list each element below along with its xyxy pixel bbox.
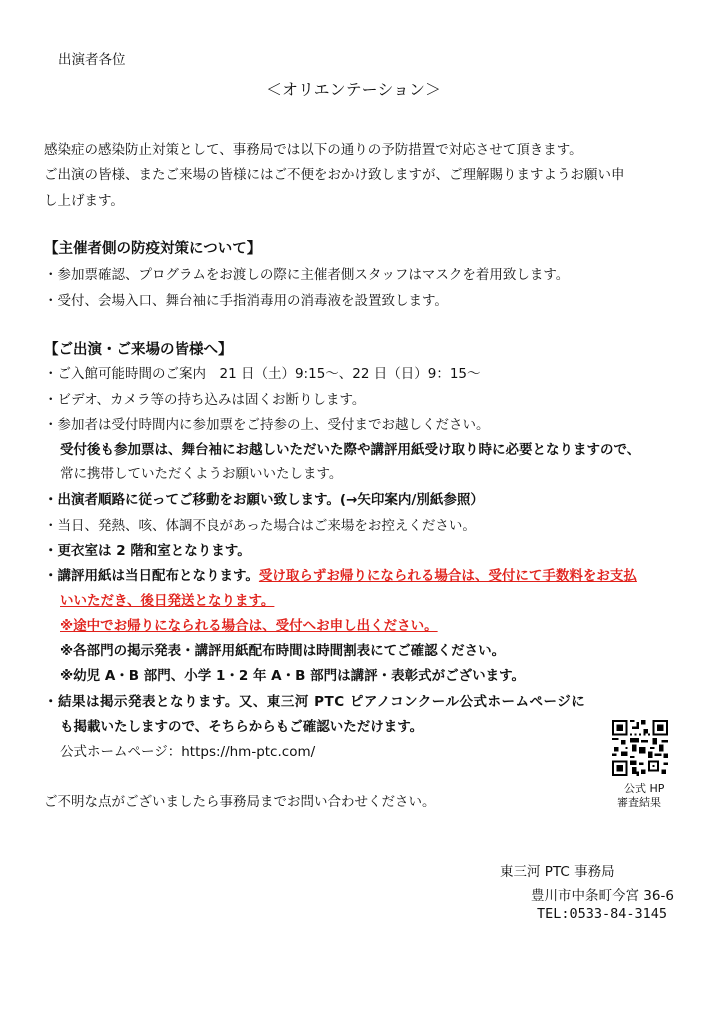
review-sheet-warning: 受け取らずお帰りになられる場合は、受付にて手数料をお支払 <box>258 568 637 584</box>
participants-heading: 【ご出演・ご来場の皆様へ】 <box>44 342 233 358</box>
addressee: 出演者各位 <box>58 52 126 68</box>
intro-line-3: し上げます。 <box>44 193 124 209</box>
ticket-note-line-2: 常に携帯していただくようお願いいたします。 <box>60 466 343 482</box>
entry-time-line: ・ご入館可能時間のご案内 21 日（土）9:15～、22 日（日）9：15～ <box>44 366 481 382</box>
qr-caption-2: 審査結果 <box>617 796 661 809</box>
organizer-item-1: ・参加票確認、プログラムをお渡しの際に主催者側スタッフはマスクを着用致します。 <box>44 267 570 283</box>
qr-caption-1: 公式 HP <box>624 782 665 795</box>
review-sheet-text: ・講評用紙は当日配布となります。 <box>44 568 259 584</box>
early-leave-warning: ※途中でお帰りになられる場合は、受付へお申し出ください。 <box>60 618 438 634</box>
intro-line-1: 感染症の感染防止対策として、事務局では以下の通りの予防措置で対応させて頂きます。 <box>44 142 583 158</box>
organizer-item-2: ・受付、会場入口、舞台袖に手指消毒用の消毒液を設置致します。 <box>44 293 448 309</box>
results-line-2: も掲載いたしますので、そちらからもご確認いただけます。 <box>60 719 424 735</box>
qr-code-icon[interactable] <box>612 720 668 776</box>
organizer-heading: 【主催者側の防疫対策について】 <box>44 241 262 257</box>
office-tel: TEL:0533-84-3145 <box>537 906 668 922</box>
homepage-line: 公式ホームページ：https://hm-ptc.com/ <box>60 744 316 760</box>
awards-note: ※幼児 A・B 部門、小学 1・2 年 A・B 部門は講評・表彰式がございます。 <box>60 668 526 684</box>
closing-line: ご不明な点がございましたら事務局までお問い合わせください。 <box>44 794 436 810</box>
office-name: 東三河 PTC 事務局 <box>500 864 615 880</box>
route-line: ・出演者順路に従ってご移動をお願い致します。(→矢印案内/別紙参照） <box>44 492 484 508</box>
ticket-note-line-1: 受付後も参加票は、舞台袖にお越しいただいた際や講評用紙受け取り時に必要となりますので、 <box>60 442 641 458</box>
office-address: 豊川市中条町今宮 36-6 <box>531 888 674 904</box>
ticket-line: ・参加者は受付時間内に参加票をご持参の上、受付までお越しください。 <box>44 417 490 433</box>
dressing-room-line: ・更衣室は 2 階和室となります。 <box>44 543 251 559</box>
intro-line-2: ご出演の皆様、またご来場の皆様にはご不便をおかけ致しますが、ご理解賜りますようお願い申 <box>44 167 625 183</box>
results-line-1: ・結果は掲示発表となります。又、東三河 PTC ピアノコンクール公式ホームページに <box>44 694 586 710</box>
review-sheet-warning-2: いいただき、後日発送となります。 <box>60 593 275 609</box>
camera-rule-line: ・ビデオ、カメラ等の持ち込みは固くお断りします。 <box>44 392 366 408</box>
health-line: ・当日、発熱、咳、体調不良があった場合はご来場をお控えください。 <box>44 518 476 534</box>
page-title: ＜オリエンテーション＞ <box>266 80 442 99</box>
timetable-note: ※各部門の掲示発表・講評用紙配布時間は時間割表にてご確認ください。 <box>60 643 506 659</box>
review-sheet-line <box>44 564 637 584</box>
